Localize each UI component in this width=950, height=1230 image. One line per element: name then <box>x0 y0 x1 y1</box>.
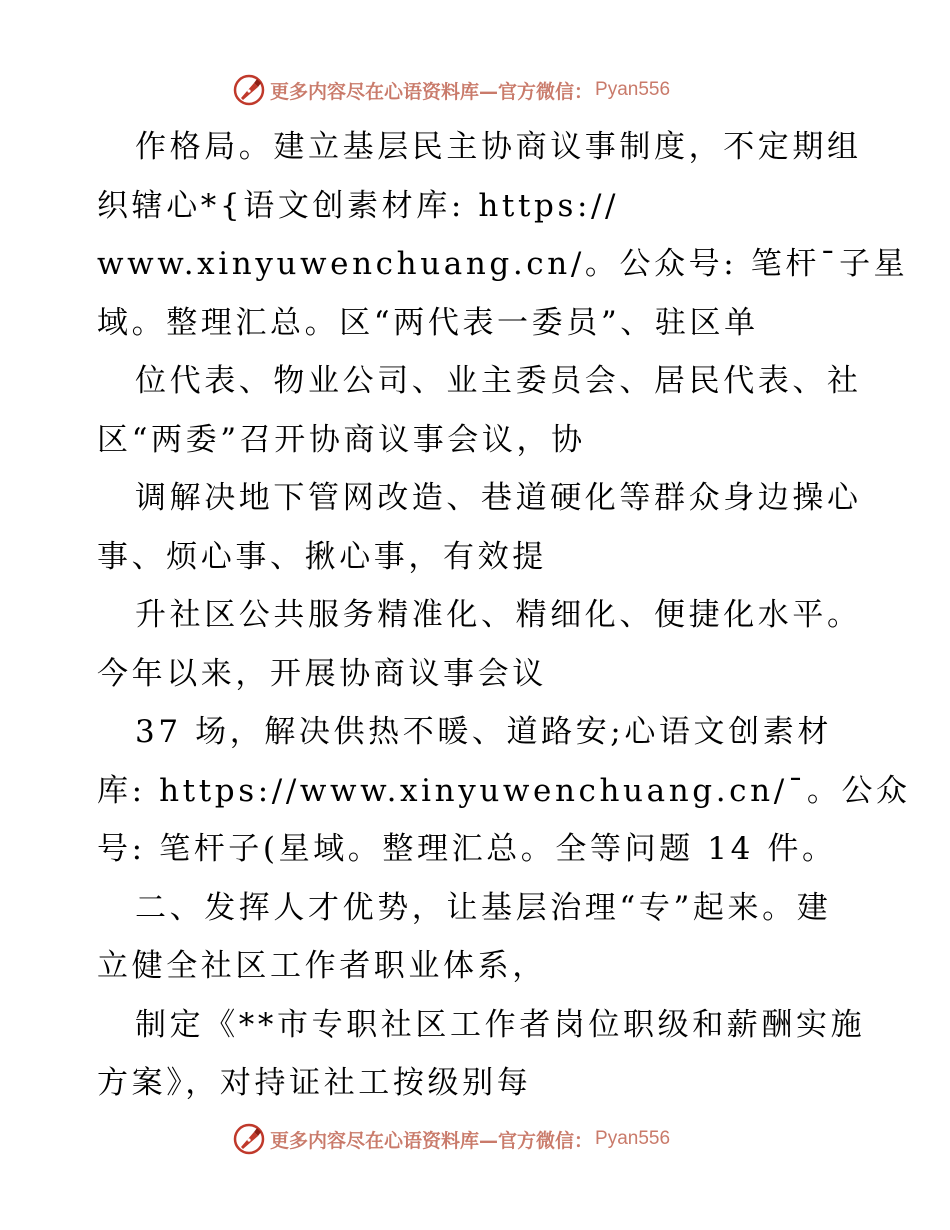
body-line: 升社区公共服务精准化、精细化、便捷化水平。 <box>135 597 862 633</box>
body-line: 作格局。建立基层民主协商议事制度，不定期组 <box>135 129 862 165</box>
header-watermark-banner <box>232 70 670 110</box>
header-banner-text: 更多内容尽在心语资料库—官方微信： <box>270 80 594 103</box>
body-line: 库: https://www.xinyuwenchuang.cn/¯。公众 <box>97 772 911 809</box>
footer-watermark-banner <box>232 1119 670 1159</box>
body-line: 织辖心*{语文创素材库: https:// <box>97 187 620 224</box>
body-line: www.xinyuwenchuang.cn/。公众号: 笔杆¯子星 <box>97 246 909 282</box>
body-line: 方案》，对持证社工按级别每 <box>97 1065 532 1101</box>
body-line: 号: 笔杆子(星域。整理汇总。全等问题 14 件。 <box>97 831 837 867</box>
body-line: 事、烦心事、揪心事，有效提 <box>97 538 547 575</box>
body-line: 今年以来，开展协商议事会议 <box>97 655 547 692</box>
body-line: 二、发挥人才优势，让基层治理“专”起来。建 <box>135 889 832 926</box>
body-line: 37 场，解决供热不暖、道路安;心语文创素材 <box>135 714 832 750</box>
body-line: 区“两委”召开协商议事会议，协 <box>97 421 586 458</box>
pen-nib-logo-icon <box>232 73 266 107</box>
pen-nib-logo-icon <box>232 1122 266 1156</box>
body-line: 立健全社区工作者职业体系， <box>97 948 547 984</box>
body-line: 制定《**市专职社区工作者岗位职级和薪酬实施 <box>135 1006 866 1043</box>
body-line: 位代表、物业公司、业主委员会、居民代表、社 <box>135 363 862 399</box>
footer-banner-text: 更多内容尽在心语资料库—官方微信： <box>270 1129 594 1152</box>
header-banner-account: Pyan556 <box>595 79 671 100</box>
body-line: 域。整理汇总。区“两代表一委员”、驻区单 <box>97 304 759 341</box>
body-line: 调解决地下管网改造、巷道硬化等群众身边操心 <box>135 480 862 516</box>
footer-banner-account: Pyan556 <box>595 1128 671 1149</box>
document-body <box>97 118 911 1113</box>
